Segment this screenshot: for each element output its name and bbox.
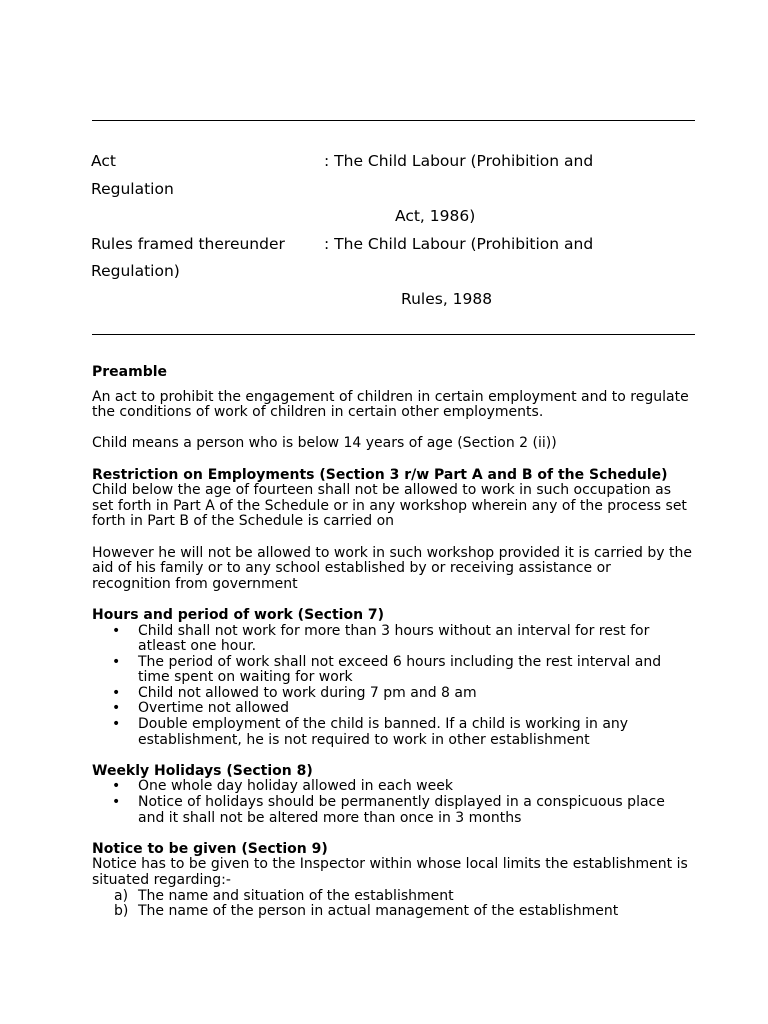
restriction-text-1: Child below the age of fourteen shall not be allowed to work in such occupation as set forth in Part A of the Schedule or in any workshop wherein any of the process set forth in Part B of the Schedule is carried on — [92, 482, 687, 530]
list-item — [92, 701, 692, 717]
act-label: Act — [91, 152, 116, 170]
bullet-icon: • — [112, 778, 121, 795]
preamble-heading: Preamble — [92, 364, 168, 380]
list-marker: a) — [114, 887, 129, 904]
notice-heading: Notice to be given (Section 9) — [92, 840, 328, 857]
rules-label: Rules framed thereunder — [91, 235, 285, 253]
act-value: : The Child Labour (Prohibition and — [324, 152, 594, 170]
restriction-heading: Restriction on Employments (Section 3 r/w Part A and B of the Schedule) — [92, 466, 668, 483]
holidays-list — [92, 779, 692, 826]
list-item — [92, 624, 692, 655]
list-item-text: One whole day holiday allowed in each week — [138, 778, 453, 795]
list-marker: b) — [114, 903, 129, 920]
list-item-text: Child not allowed to work during 7 pm and 8 am — [138, 684, 477, 701]
list-item-text: The name and situation of the establishment — [138, 887, 454, 904]
rules-year: Rules, 1988 — [401, 290, 493, 308]
list-item — [92, 889, 692, 905]
bullet-icon: • — [112, 794, 121, 811]
list-item-text: The name of the person in actual management of the establishment — [138, 903, 619, 920]
hours-list — [92, 624, 692, 749]
bullet-icon: • — [112, 700, 121, 717]
list-item-text: Overtime not allowed — [138, 700, 290, 717]
restriction-text-2: However he will not be allowed to work in such workshop provided it is carried by the aid of his family or to any school established by or receiving assistance or recognition from government — [92, 544, 692, 592]
hours-heading: Hours and period of work (Section 7) — [92, 606, 385, 623]
act-year: Act, 1986) — [395, 207, 476, 225]
top-divider — [92, 120, 695, 121]
list-item — [92, 717, 692, 748]
notice-list — [92, 889, 692, 920]
holidays-heading: Weekly Holidays (Section 8) — [92, 762, 313, 779]
list-item — [92, 795, 692, 826]
list-item — [92, 686, 692, 702]
bullet-icon: • — [112, 622, 121, 639]
header-bottom-divider — [92, 334, 695, 335]
rules-value-continued: Regulation) — [91, 262, 180, 280]
list-item-text: The period of work shall not exceed 6 hours including the rest interval and time spent on waiting for work — [138, 653, 662, 686]
preamble-text: An act to prohibit the engagement of children in certain employment and to regulate the conditions of work of children in certain other employments. — [92, 388, 689, 421]
list-item-text: Child shall not work for more than 3 hours without an interval for rest for atleast one hour. — [138, 622, 650, 655]
bullet-icon: • — [112, 653, 121, 670]
act-value-continued: Regulation — [91, 180, 174, 198]
bullet-icon: • — [112, 716, 121, 733]
rules-value: : The Child Labour (Prohibition and — [324, 235, 594, 253]
notice-text: Notice has to be given to the Inspector within whose local limits the establishment is situated regarding:- — [92, 856, 688, 888]
bullet-icon: • — [112, 684, 121, 701]
child-definition: Child means a person who is below 14 years of age (Section 2 (ii)) — [92, 435, 557, 452]
document-body — [92, 365, 692, 920]
list-item-text: Notice of holidays should be permanently displayed in a conspicuous place and it shall not be altered more than once in 3 months — [138, 794, 665, 826]
list-item-text: Double employment of the child is banned. If a child is working in any establishment, he is not required to work in other establishment — [138, 716, 629, 748]
list-item — [92, 904, 692, 920]
list-item — [92, 779, 692, 795]
list-item — [92, 655, 692, 686]
